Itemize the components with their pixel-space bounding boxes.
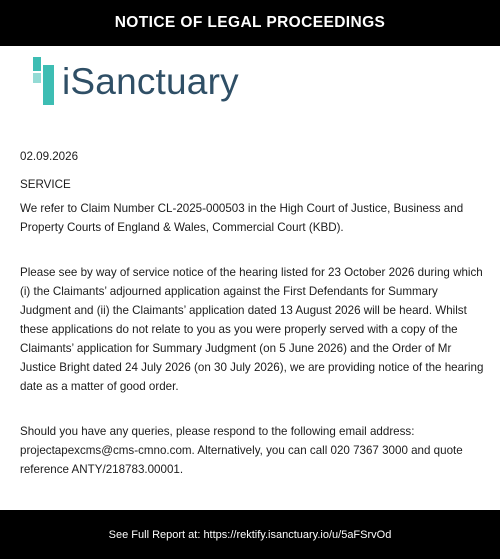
spacer <box>20 396 490 415</box>
letter-document <box>0 46 500 510</box>
letter-paragraph-3: Should you have any queries, please respond to the following email address: projectapexcms@cms-cmno.com. Alternatively, you can call 020 7367 3000 and quote reference ANTY/218783.00001. <box>20 425 463 476</box>
header-bar <box>0 0 500 46</box>
letter-date: 02.09.2026 <box>20 150 79 163</box>
spacer <box>20 237 490 256</box>
logo-wordmark: iSanctuary <box>62 60 239 102</box>
letter-paragraph-1: We refer to Claim Number CL-2025-000503 in the High Court of Justice, Business and Property Courts of England & Wales, Commercial Court (KBD). <box>20 202 464 234</box>
isanctuary-logo <box>30 56 239 106</box>
letter-heading: SERVICE <box>20 178 71 191</box>
notice-title: NOTICE OF LEGAL PROCEEDINGS <box>114 14 386 31</box>
footer-bar <box>0 510 500 559</box>
letter-paragraph-2: Please see by way of service notice of the hearing listed for 23 October 2026 during which (i) the Claimants’ adjourned application against the First Defendants for Summary Judgment and (ii) the Claimants’ application dated 13 August 2026 will be heard. Whilst these applications do not relate to you as you were properly served with a copy of the Claimants’ application for Summary Judgment (on 5 June 2026) and the Order of Mr Justice Bright dated 24 July 2026 (on 30 July 2026), we are providing notice of the hearing date as a matter of good order. <box>20 266 484 393</box>
isanctuary-logo-mark-icon <box>30 57 56 105</box>
letter-body <box>20 147 490 479</box>
full-report-link[interactable]: See Full Report at: https://rektify.isanctuary.io/u/5aFSrvOd <box>108 528 392 541</box>
